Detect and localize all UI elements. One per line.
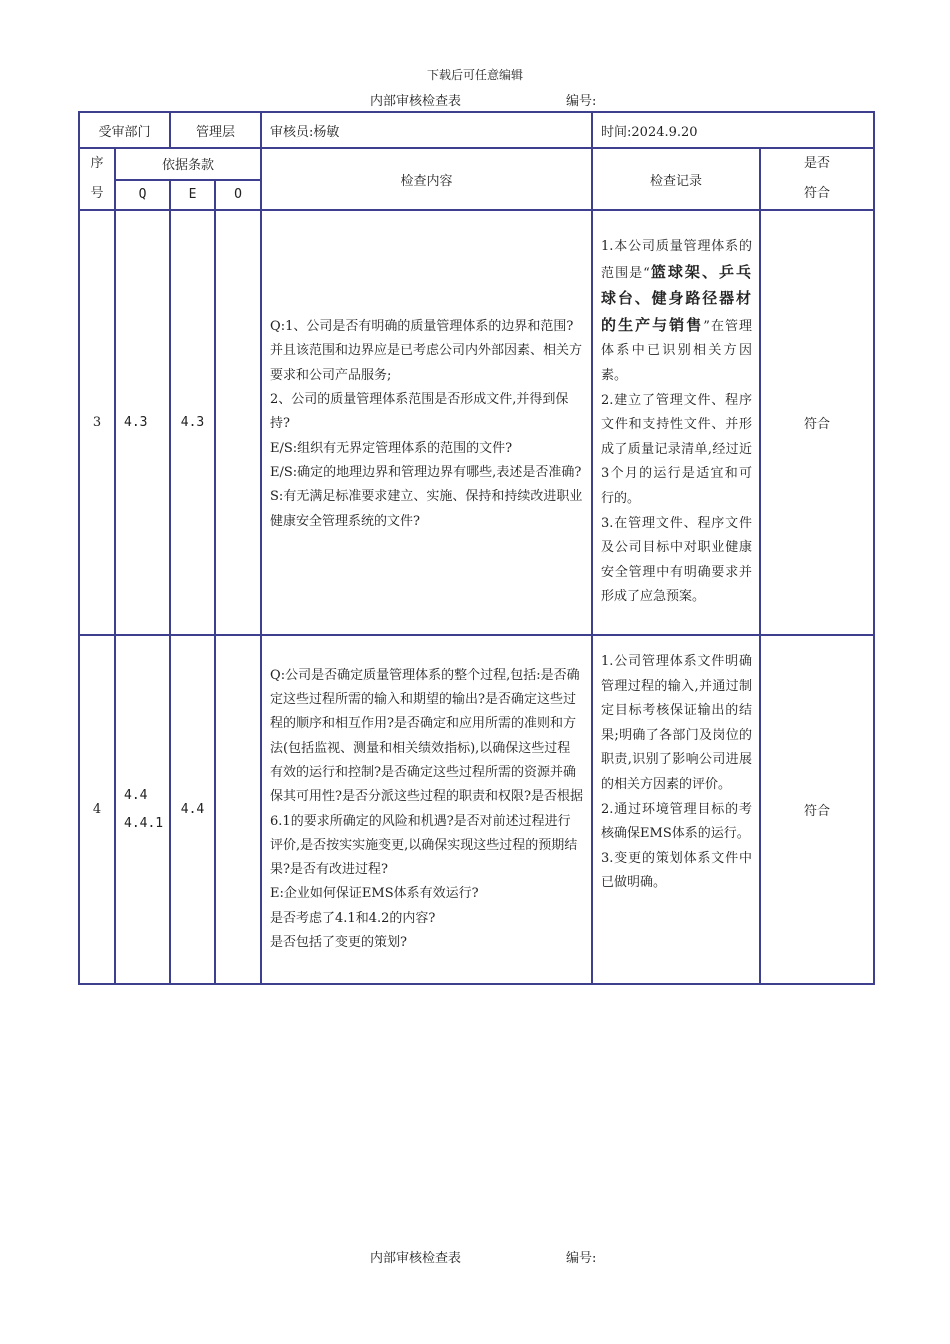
row-e-clause-value: 4.3: [180, 415, 205, 430]
basis-header: [115, 148, 261, 180]
content-header: [261, 148, 592, 210]
dept-value-cell: [170, 112, 261, 148]
content-line: Q:公司是否确定质量管理体系的整个过程,包括:是否确定这些过程所需的输入和期望的输出?是否确定这些过程的顺序和相互作用?是否确定和应用所需的准则和方法(包括监视、测量和相关绩效指标),以确保这些过程有效的运行和控制?是否确定这些过程所需的资源并确保其可用性?是否分派这些过程的职责和权限?是否根据6.1的要求所确定的风险和机遇?是否对前述过程进行评价,是否按实实施变更,以确保实现这些过程的预期结果?是否有改进过程?: [270, 667, 583, 878]
form-number-label: 编号:: [566, 94, 597, 109]
row-check-content: [261, 210, 592, 635]
seq-header-bottom: 号: [90, 186, 104, 201]
download-note: 下载后可任意编辑: [426, 68, 523, 82]
time-cell: [592, 112, 874, 148]
o-header-label: O: [234, 187, 242, 203]
q-header-label: Q: [138, 187, 147, 203]
e-header-label: E: [188, 187, 197, 203]
form-title: 内部审核检查表: [370, 1251, 462, 1266]
record-item: 2.通过环境管理目标的考核确保EMS体系的运行。: [601, 801, 753, 842]
o-header: [215, 180, 261, 211]
row-check-content: [261, 635, 592, 984]
conform-header-top: 是否: [804, 156, 831, 171]
content-line: 是否包括了变更的策划?: [270, 934, 408, 950]
table-row: [79, 210, 874, 635]
content-line: 2、公司的质量管理体系范围是否形成文件,并得到保持?: [270, 392, 569, 432]
audit-time: 时间:2024.9.20: [601, 124, 698, 140]
row-conform-value: 符合: [804, 417, 831, 432]
auditor: 审核员:杨敏: [270, 124, 340, 140]
content-line: 是否考虑了4.1和4.2的内容?: [270, 910, 436, 926]
record-text: ”在管理体系中已识别相关方因素。: [601, 318, 753, 384]
record-header: [592, 148, 760, 210]
record-item: 3.变更的策划体系文件中已做明确。: [601, 850, 753, 891]
info-row: [79, 112, 874, 148]
auditor-cell: [261, 112, 592, 148]
q-header: [115, 180, 170, 211]
row-q-clause: [115, 635, 170, 984]
row-conform-value: 符合: [804, 804, 831, 819]
row-q-clause: [115, 210, 170, 635]
seq-header-top: 序: [90, 156, 104, 171]
form-number-label: 编号:: [566, 1251, 597, 1266]
content-line: E/S:确定的地理边界和管理边界有哪些,表述是否准确?: [270, 464, 582, 480]
content-line: E/S:组织有无界定管理体系的范围的文件?: [270, 440, 513, 456]
row-e-clause: [170, 635, 215, 984]
record-item: 3.在管理文件、程序文件及公司目标中对职业健康安全管理中有明确要求并形成了应急预案。: [601, 515, 753, 605]
conform-header: [760, 148, 874, 210]
row-check-record: [592, 210, 760, 635]
row-check-record: [592, 635, 760, 984]
table-row: [79, 635, 874, 984]
row-seq: [79, 635, 115, 984]
content-header-label: 检查内容: [400, 173, 453, 189]
record-text: 1.本公司质量管理体系的范围是“: [601, 239, 753, 281]
header-row-1: [79, 148, 874, 180]
row-q-clause-value: 4.3: [124, 415, 148, 430]
row-o-clause: [215, 210, 261, 635]
dept-label: 受审部门: [98, 124, 151, 140]
row-q-clause-value: 4.4.1: [124, 815, 164, 831]
audit-checklist-table: [78, 111, 875, 985]
row-conform: [760, 635, 874, 984]
conform-header-bottom: 符合: [804, 186, 831, 201]
content-line: Q:1、公司是否有明确的质量管理体系的边界和范围?并且该范围和边界应是已考虑公司内外部因素、相关方要求和公司产品服务;: [270, 319, 583, 383]
e-header: [170, 180, 215, 211]
row-e-clause-value: 4.4: [180, 802, 205, 817]
dept-label-cell: [79, 112, 170, 148]
record-scope-bold: 篮球架、乒乓球台、健身路径器材的生产与销售: [601, 262, 753, 334]
record-item: [601, 235, 752, 389]
dept-value: 管理层: [196, 124, 236, 140]
record-item: 1.公司管理体系文件明确管理过程的输入,并通过制定目标考核保证输出的结果;明确了各部门及岗位的职责,识别了影响公司进展的相关方因素的评价。: [601, 654, 753, 792]
basis-header-label: 依据条款: [162, 158, 215, 174]
form-title: 内部审核检查表: [370, 94, 462, 109]
row-seq: [79, 210, 115, 635]
row-conform: [760, 210, 874, 635]
record-header-label: 检查记录: [650, 173, 703, 189]
seq-header: [79, 148, 115, 210]
content-line: E:企业如何保证EMS体系有效运行?: [270, 886, 479, 902]
row-seq-value: 4: [92, 802, 102, 817]
record-item: 2.建立了管理文件、程序文件和支持性文件、并形成了质量记录清单,经过近3个月的运行是适宜和可行的。: [601, 392, 753, 506]
row-seq-value: 3: [92, 415, 102, 430]
row-o-clause: [215, 635, 261, 984]
content-line: S:有无满足标准要求建立、实施、保持和持续改进职业健康安全管理系统的文件?: [270, 489, 583, 529]
row-q-clause-value: 4.4: [124, 787, 148, 803]
row-e-clause: [170, 210, 215, 635]
